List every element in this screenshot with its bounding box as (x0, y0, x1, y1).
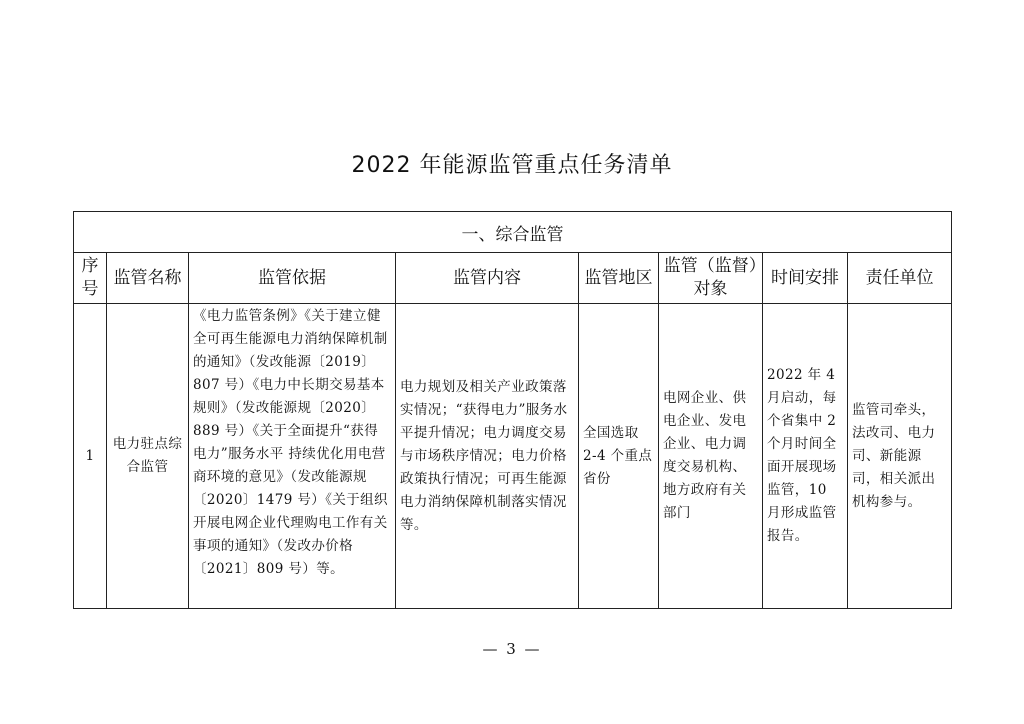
cell-seq: 1 (74, 304, 107, 609)
header-unit: 责任单位 (848, 253, 952, 304)
header-target: 监管（监督）对象 (659, 253, 763, 304)
header-schedule: 时间安排 (763, 253, 848, 304)
cell-content: 电力规划及相关产业政策落实情况；“获得电力”服务水平提升情况；电力调度交易与市场秩序情况；电力价格政策执行情况；可再生能源电力消纳保障机制落实情况等。 (396, 304, 579, 609)
cell-target: 电网企业、供电企业、发电企业、电力调度交易机构、地方政府有关部门 (659, 304, 763, 609)
cell-schedule: 2022 年 4 月启动，每个省集中 2 个月时间全面开展现场监管，10 月形成监管报告。 (763, 304, 848, 609)
header-seq: 序号 (74, 253, 107, 304)
section-row (74, 212, 952, 253)
header-name: 监管名称 (107, 253, 189, 304)
header-content: 监管内容 (396, 253, 579, 304)
page-title: 2022 年能源监管重点任务清单 (351, 153, 673, 178)
header-row (74, 253, 952, 304)
cell-unit: 监管司牵头，法改司、电力司、新能源司，相关派出机构参与。 (848, 304, 952, 609)
header-basis: 监管依据 (189, 253, 396, 304)
section-title: 一、综合监管 (74, 212, 952, 253)
task-table (73, 211, 952, 609)
table-row (74, 304, 952, 609)
page-number: — 3 — (482, 640, 542, 658)
cell-region: 全国选取 2-4 个重点省份 (579, 304, 659, 609)
header-region: 监管地区 (579, 253, 659, 304)
cell-name: 电力驻点综合监管 (107, 304, 189, 609)
cell-basis: 《电力监管条例》《关于建立健全可再生能源电力消纳保障机制的通知》（发改能源〔2019〕807 号）《电力中长期交易基本规则》（发改能源规〔2020〕889 号）《关于全面提升“获得电力”服务水平 持续优化用电营商环境的意见》（发改能源规〔2020〕1479 号）《关于组织开展电网企业代理购电工作有关事项的通知》（发改办价格〔2021〕809 号）等。 (189, 304, 396, 609)
